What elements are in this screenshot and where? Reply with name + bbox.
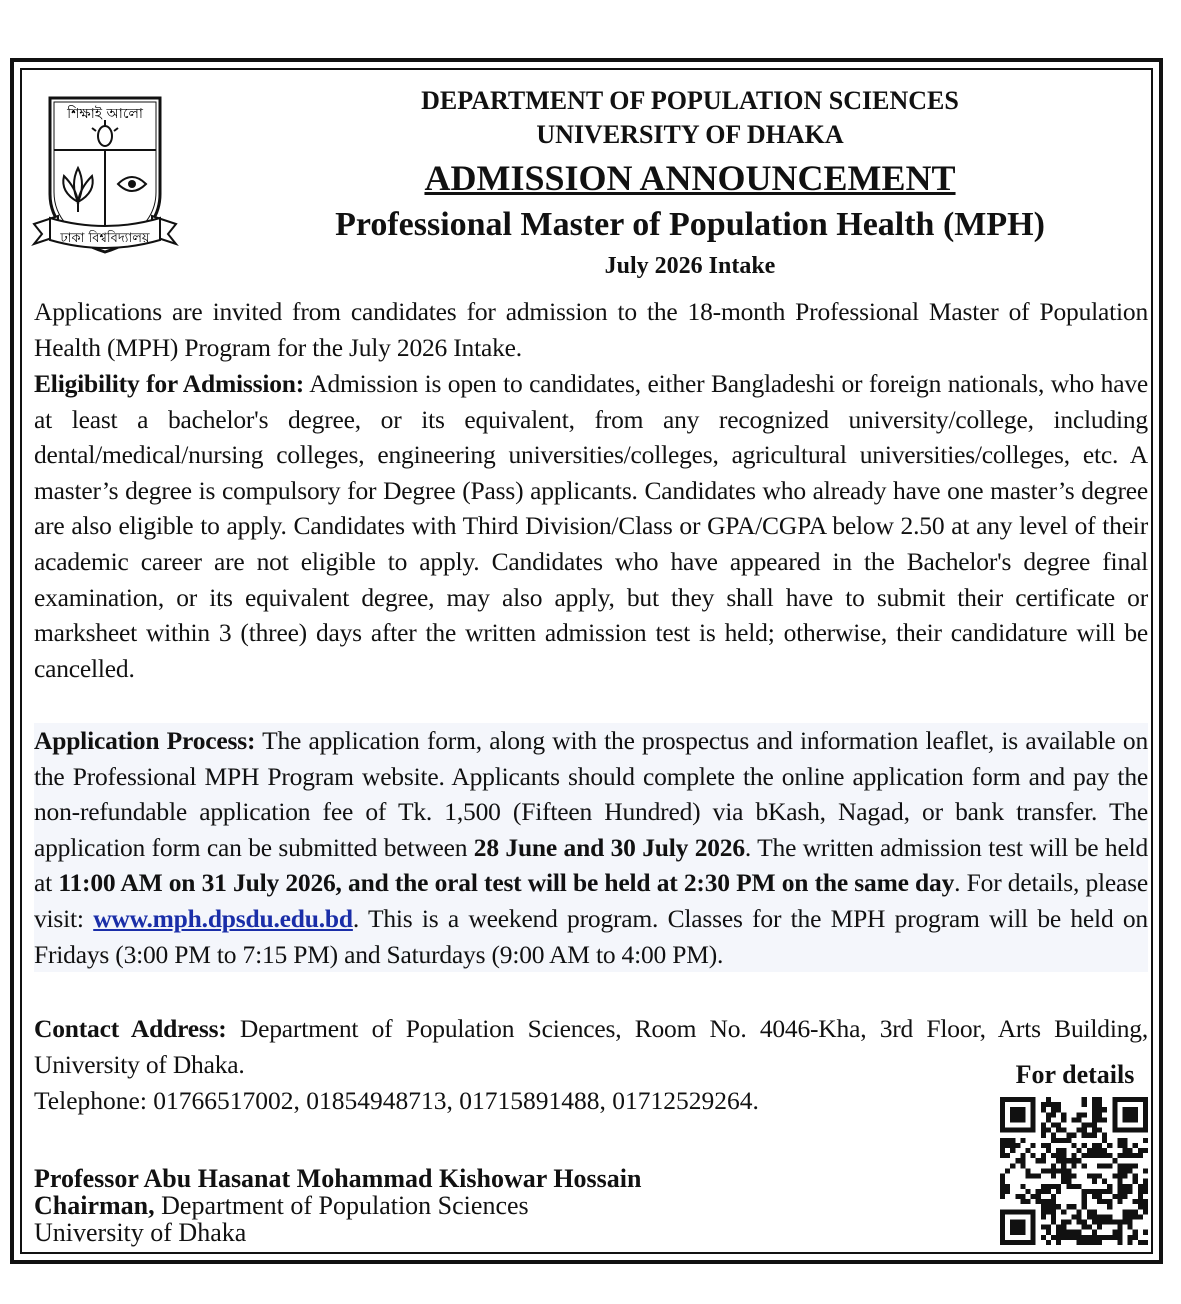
application-dates: 28 June and 30 July 2026	[473, 832, 745, 862]
university-logo	[30, 84, 180, 260]
signatory-title: Chairman,	[34, 1191, 155, 1220]
contact-text: Department of Population Sciences, Room No. 4046-Kha, 3rd Floor, Arts Building, University of Dhaka.	[34, 1014, 1148, 1079]
logo-banner-text: ঢাকা বিশ্ববিদ্যালয়	[60, 231, 150, 246]
intake-subtitle: July 2026 Intake	[604, 253, 776, 279]
logo-motto: শিক্ষাই আলো	[67, 106, 143, 122]
announcement-title: ADMISSION ANNOUNCEMENT	[424, 158, 956, 198]
signatory-dept: Department of Population Sciences	[154, 1191, 529, 1220]
signatory-university: University of Dhaka	[34, 1218, 247, 1247]
department-heading: DEPARTMENT OF POPULATION SCIENCES	[421, 86, 959, 115]
qr-code[interactable]	[1000, 1097, 1148, 1245]
university-heading: UNIVERSITY OF DHAKA	[536, 120, 844, 149]
signature-block	[34, 1165, 641, 1246]
program-title: Professional Master of Population Health (MPH)	[335, 206, 1045, 243]
contact-paragraph	[34, 1011, 1148, 1082]
application-text-4: . This is a weekend program. Classes for the MPH program will be held on Fridays (3:00 PM to 7:15 PM) and Saturdays (9:00 AM to 4:00 PM).	[34, 903, 1148, 969]
application-text-2: . The written admission test will be held at	[34, 832, 1149, 898]
eye-icon	[118, 177, 146, 191]
lamp-icon	[92, 120, 118, 146]
application-text-3: . For details, please visit:	[34, 868, 1148, 933]
eligibility-text: Admission is open to candidates, either Bangladeshi or foreign nationals, who have at least a bachelor's degree, or its equivalent, from any recognized university/college, including dental/medical/nursing colleges, engineering universities/colleges, agricultural universities/colleges, etc. A master’s degree is compulsory for Degree (Pass) applicants. Candidates who already have one master’s degree are also eligible to apply. Candidates with Third Division/Class or GPA/CGPA below 2.50 at any level of their academic career are not eligible to apply. Candidates who have appeared in the Bachelor's degree final examination, or its equivalent degree, may also apply, but they shall have to submit their certificate or marksheet within 3 (three) days after the written admission test is held; otherwise, their candidature will be cancelled.	[34, 369, 1148, 683]
signatory-name: Professor Abu Hasanat Mohammad Kishowar Hossain	[34, 1164, 642, 1193]
contact-label: Contact Address:	[34, 1014, 227, 1043]
application-text-1: The application form, along with the prospectus and information leaflet, is available on the Professional MPH Program website. Applicants should complete the online application form and pay the non-refundable application fee of Tk. 1,500 (Fifteen Hundred) via bKash, Nagad, or bank transfer. The application form can be submitted between	[34, 726, 1148, 862]
lotus-icon	[63, 168, 92, 212]
application-paragraph	[34, 723, 1148, 972]
eligibility-paragraph	[34, 366, 1148, 686]
application-label: Application Process:	[34, 726, 256, 755]
qr-label: For details	[1015, 1060, 1135, 1089]
telephone-line: Telephone: 01766517002, 01854948713, 01715891488, 01712529264.	[34, 1086, 759, 1115]
intro-paragraph: Applications are invited from candidates for admission to the 18-month Professional Master of Population Health (MPH) Program for the July 2026 Intake.	[34, 297, 1148, 362]
website-link[interactable]: www.mph.dpsdu.edu.bd	[93, 903, 353, 933]
eligibility-label: Eligibility for Admission:	[34, 369, 305, 398]
test-schedule: 11:00 AM on 31 July 2026, and the oral test will be held at 2:30 PM on the same day	[58, 868, 955, 898]
